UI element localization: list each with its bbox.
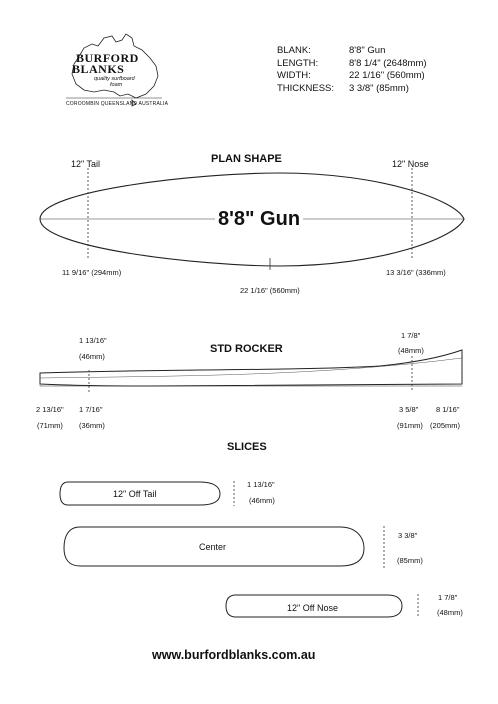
rocker-tail-12-in: 1 7/16" (79, 405, 103, 414)
spec-table (277, 45, 427, 95)
slice-tail-label: 12" Off Tail (113, 489, 157, 499)
rocker-tail-end-mm: (71mm) (37, 421, 63, 430)
slice-nose-label: 12" Off Nose (287, 603, 339, 613)
rocker-nose-thickness: 1 7/8" (401, 331, 421, 340)
rocker-nose-end-in: 8 1/16" (436, 405, 460, 414)
plan-shape-heading: PLAN SHAPE (211, 153, 282, 165)
slice-center-thickness-mm: (85mm) (397, 556, 423, 565)
brand-footer: COROOMBIN QUEENSLAND AUSTRALIA (66, 101, 169, 107)
rocker-nose-end-mm: (205mm) (430, 421, 461, 430)
slice-nose-thickness-mm: (48mm) (437, 608, 463, 617)
brand-name-line2: BLANKS (72, 62, 125, 76)
brand-name-line1: BURFORD (76, 51, 139, 65)
spec-row: THICKNESS: 3 3/8" (85mm) (277, 82, 409, 94)
spec-row: LENGTH: 8'8 1/4" (2648mm) (277, 57, 427, 69)
brand-tagline: quality surfboard foam (94, 76, 135, 88)
rocker-tail-12-mm: (36mm) (79, 421, 105, 430)
tail-marker-label: 12" Tail (71, 159, 101, 169)
nose-width-label: 13 3/16" (336mm) (386, 268, 446, 277)
rocker-nose-12-in: 3 5/8" (399, 405, 419, 414)
rocker-tail-thickness-mm: (46mm) (79, 352, 105, 361)
spec-row: WIDTH: 22 1/16" (560mm) (277, 70, 425, 81)
board-label: 8'8" Gun (215, 208, 303, 231)
rocker-heading: STD ROCKER (210, 343, 283, 355)
spec-row: BLANK: 8'8" Gun (277, 45, 386, 56)
slice-nose-thickness: 1 7/8" (438, 593, 458, 602)
website-link[interactable]: www.burfordblanks.com.au (152, 648, 316, 662)
slice-tail-thickness: 1 13/16" (247, 480, 275, 489)
rocker-tail-end-in: 2 13/16" (36, 405, 64, 414)
center-width-label: 22 1/16" (560mm) (240, 286, 300, 295)
slice-center-thickness: 3 3/8" (398, 531, 418, 540)
slice-tail-thickness-mm: (46mm) (249, 496, 275, 505)
nose-marker-label: 12" Nose (392, 159, 429, 169)
rocker-nose-thickness-mm: (48mm) (398, 346, 424, 355)
rocker-tail-thickness: 1 13/16" (79, 336, 107, 345)
slice-center-label: Center (199, 542, 227, 552)
tail-width-label: 11 9/16" (294mm) (62, 268, 122, 277)
rocker-nose-12-mm: (91mm) (397, 421, 423, 430)
brand-logo (72, 53, 162, 75)
slices-heading: SLICES (227, 441, 267, 453)
